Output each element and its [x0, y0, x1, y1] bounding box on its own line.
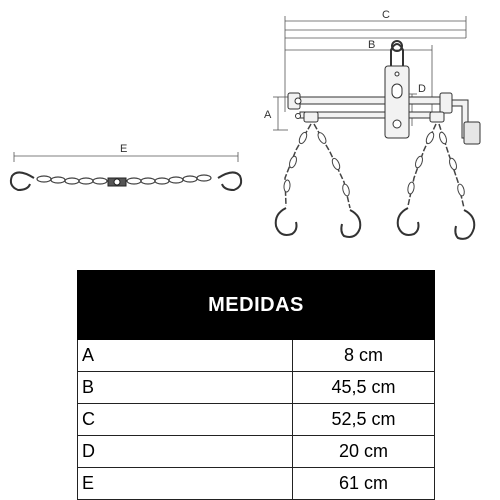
table-row	[78, 468, 435, 500]
dimension-label-b: B	[368, 39, 376, 51]
table-header-row	[78, 271, 435, 340]
row-value: 20 cm	[293, 436, 435, 468]
table-row	[78, 372, 435, 404]
beam-chains	[285, 124, 464, 208]
table-header: MEDIDAS	[78, 271, 435, 340]
table-row	[78, 404, 435, 436]
row-value: 8 cm	[293, 340, 435, 372]
row-key: B	[78, 372, 293, 404]
chain-assembly	[11, 172, 241, 190]
row-key: D	[78, 436, 293, 468]
table-row	[78, 436, 435, 468]
dimension-label-e: E	[120, 143, 128, 155]
dimension-label-a: A	[264, 109, 272, 121]
measurements-table-container	[77, 270, 435, 500]
row-value: 45,5 cm	[293, 372, 435, 404]
beam-hooks	[276, 208, 475, 239]
table-row	[78, 340, 435, 372]
dimension-label-d: D	[418, 83, 426, 95]
dimension-label-c: C	[382, 9, 390, 21]
row-value: 61 cm	[293, 468, 435, 500]
row-key: A	[78, 340, 293, 372]
beam-chain-links	[283, 131, 465, 196]
measurements-table	[77, 270, 435, 500]
row-key: E	[78, 468, 293, 500]
row-value: 52,5 cm	[293, 404, 435, 436]
row-key: C	[78, 404, 293, 436]
